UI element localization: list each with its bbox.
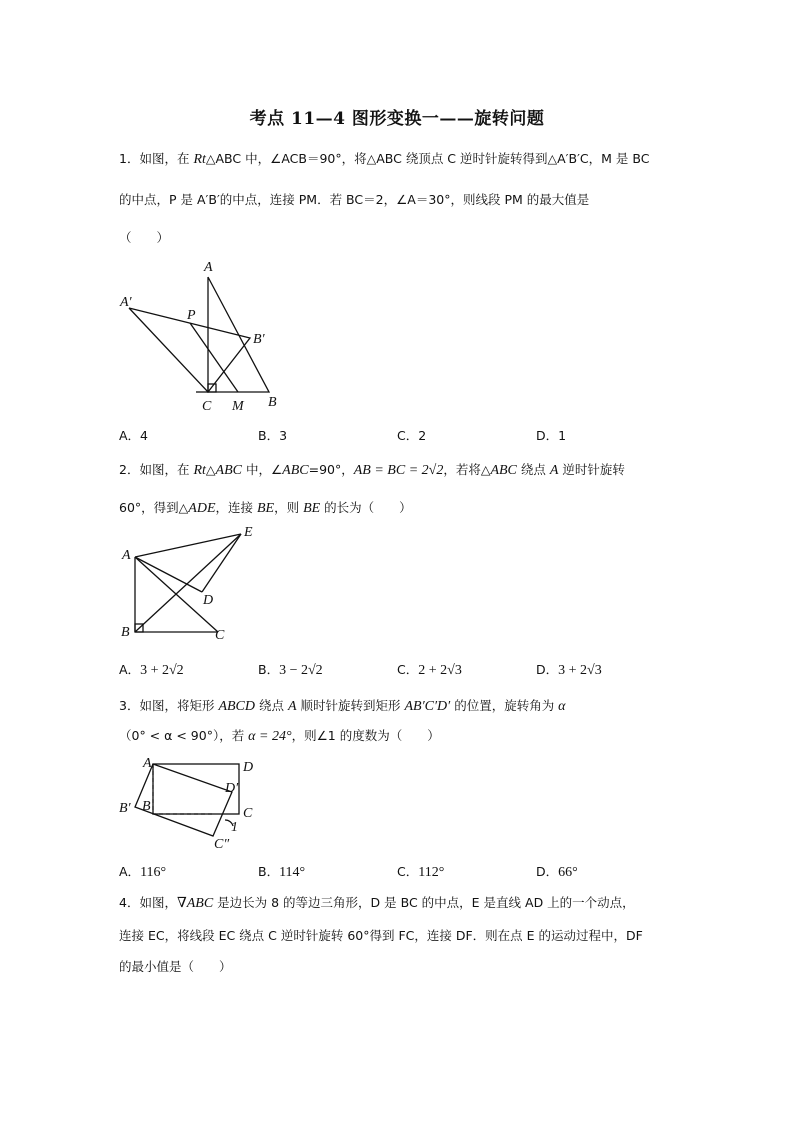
q3-option-c — [397, 862, 444, 881]
side-ae — [135, 534, 241, 557]
q3-line-2 — [119, 727, 440, 746]
q3-line-1 — [119, 697, 566, 716]
q1-label-m: M — [232, 399, 244, 414]
q2-option-b — [258, 660, 323, 679]
q2-label-e: E — [244, 525, 253, 540]
q2-label-c: C — [215, 628, 225, 643]
q3-option-b — [258, 862, 305, 881]
q2-text: 的长为（ ） — [320, 500, 412, 515]
option-prefix: B． — [258, 864, 280, 879]
q2-label-d: D — [203, 593, 214, 608]
q1-option-c: C．2 — [397, 428, 427, 443]
q2-figure — [115, 520, 260, 645]
q1-label-b-prime: B′ — [253, 332, 265, 347]
q3-abcd: ABCD — [218, 699, 255, 714]
q2-text: ，连接 — [215, 500, 257, 515]
page-title: 考点 11—4 图形变换一——旋转问题 — [249, 109, 545, 129]
q3-alpha: α — [558, 699, 566, 714]
q3-label-c: C — [243, 806, 253, 821]
q2-text: ，则 — [274, 500, 304, 515]
q3-point: A — [287, 699, 297, 714]
q1-text: 1．如图，在 — [119, 151, 194, 166]
q2-label-a: A — [122, 548, 131, 563]
q4-line-2: 连接 EC，将线段 EC 绕点 C 逆时针旋转 60°得到 FC，连接 DF．则在点 E 的运动过程中，DF — [119, 928, 643, 943]
q3-text: 3．如图，将矩形 — [119, 698, 219, 713]
q1-label-a: A — [204, 260, 213, 275]
option-prefix: B． — [258, 662, 280, 677]
q4-line-3: 的最小值是（ ） — [119, 959, 232, 974]
q2-abc: ABC — [215, 463, 242, 478]
option-prefix: A． — [119, 864, 141, 879]
q4-text: 是边长为 8 的等边三角形，D 是 BC 的中点，E 是直线 AD 上的一个动点， — [213, 895, 635, 910]
q2-text: △ — [205, 462, 216, 477]
segment-be — [135, 534, 241, 632]
q3-label-d: D — [243, 760, 254, 775]
q2-be: BE — [256, 501, 275, 516]
option-value: 3 + 2√2 — [140, 663, 184, 678]
q3-figure — [115, 752, 265, 857]
option-value: 66° — [558, 865, 578, 880]
q2-abc: ABC — [490, 463, 517, 478]
q2-point: A — [549, 463, 559, 478]
q2-be: BE — [303, 501, 321, 516]
q2-rt: Rt — [193, 463, 206, 478]
side-ed — [202, 534, 241, 592]
q2-text: 60°，得到△ — [119, 500, 189, 515]
q3-text: （0° < α < 90°），若 — [119, 728, 249, 743]
q2-label-b: B — [121, 625, 130, 640]
option-prefix: D． — [536, 864, 559, 879]
q3-option-a — [119, 862, 166, 881]
q1-option-a: A．4 — [119, 428, 149, 443]
q2-text: 2．如图，在 — [119, 462, 194, 477]
option-value: 114° — [279, 865, 306, 880]
q2-line-1 — [119, 461, 625, 480]
q2-line-2 — [119, 499, 412, 518]
q1-line-2: 的中点，P 是 A′B′的中点，连接 PM．若 BC＝2，∠A＝30°，则线段 PM 的最大值是 — [119, 192, 590, 207]
q1-label-b: B — [268, 395, 277, 410]
q1-label-c: C — [202, 399, 212, 414]
q1-answer-bracket: （ ） — [119, 230, 170, 245]
q3-label-b-prime: B′ — [119, 801, 131, 816]
option-value: 2 + 2√3 — [418, 663, 462, 678]
dashed-bc — [153, 764, 215, 814]
q2-text: ，若将△ — [443, 462, 491, 477]
q2-equation: AB = BC = 2√2 — [353, 463, 444, 478]
q2-abc: ABC — [282, 463, 309, 478]
q1-label-a-prime: A′ — [120, 295, 132, 310]
q1-rt: Rt — [193, 152, 206, 167]
option-value: 3 − 2√2 — [279, 663, 323, 678]
q2-text: 绕点 — [516, 462, 550, 477]
q1-text: △ABC 中，∠ACB＝90°，将△ABC 绕顶点 C 逆时针旋转得到△A′B′C，M 是 BC — [205, 151, 650, 166]
q1-label-p: P — [187, 308, 196, 323]
option-value: 112° — [418, 865, 445, 880]
q3-label-a: A — [143, 756, 152, 771]
q3-label-1: 1 — [231, 820, 238, 835]
q1-line-1 — [119, 150, 649, 169]
q4-text: 4．如图， — [119, 895, 177, 910]
q2-text: =90°， — [308, 462, 354, 477]
q2-option-d — [536, 660, 602, 679]
q3-label-d-prime: D′ — [225, 781, 239, 796]
option-prefix: C． — [397, 864, 419, 879]
q3-option-d — [536, 862, 578, 881]
q1-option-b: B．3 — [258, 428, 288, 443]
q3-text: 的位置，旋转角为 — [450, 698, 559, 713]
q2-ade: ADE — [188, 501, 216, 516]
q1-option-d: D．1 — [536, 428, 567, 443]
option-value: 116° — [140, 865, 167, 880]
q3-alpha-value: α = 24° — [248, 729, 292, 744]
option-value: 3 + 2√3 — [558, 663, 602, 678]
q3-text: 绕点 — [255, 698, 288, 713]
q3-text: 顺时针旋转到矩形 — [296, 698, 405, 713]
q1-figure — [110, 255, 295, 420]
q3-label-c-double-prime: C″ — [214, 837, 230, 852]
q4-line-1 — [119, 894, 635, 913]
q2-option-a — [119, 660, 184, 679]
q3-abcd-prime: AB′C′D′ — [404, 699, 451, 714]
q4-triangle: ∇ABC — [176, 896, 214, 911]
q2-option-c — [397, 660, 462, 679]
q2-text: 逆时针旋转 — [558, 462, 625, 477]
q2-text: 中，∠ — [241, 462, 283, 477]
option-prefix: C． — [397, 662, 419, 677]
option-prefix: A． — [119, 662, 141, 677]
option-prefix: D． — [536, 662, 559, 677]
q3-label-b: B — [142, 799, 151, 814]
q3-text: ，则∠1 的度数为（ ） — [291, 728, 440, 743]
